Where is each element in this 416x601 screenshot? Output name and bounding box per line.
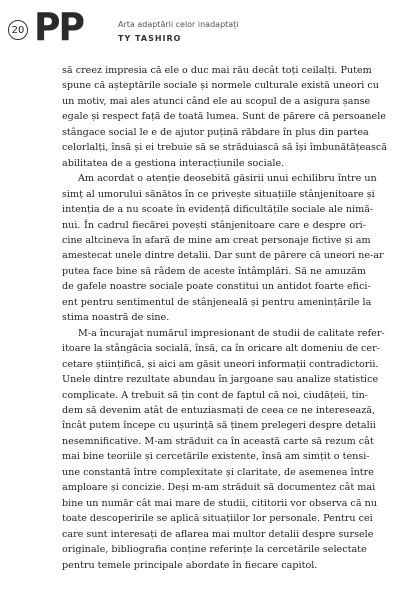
- text-line: intenția de a nu scoate în evidență dificultățile sociale ale nimă-: [62, 204, 374, 216]
- text-line: încât putem începe cu ușurință să ținem prelegeri despre detalii: [62, 420, 376, 432]
- text-line: celorlalți, însă și ei trebuie să se străduiască să își îmbunătățească: [62, 142, 388, 154]
- text-line: cetare științifică, și aici am găsit uneori informații contradictorii.: [62, 358, 379, 370]
- text-line: spune că așteptările sociale și normele culturale există uneori cu: [62, 80, 379, 92]
- text-line: amestecat unele dintre detalii. Dar sunt de părere că uneori ne-ar: [62, 250, 384, 262]
- running-header: [118, 19, 239, 44]
- page-header: [8, 5, 408, 49]
- text-line: un motiv, mai ales atunci când ele au scopul de a asigura șanse: [62, 95, 371, 107]
- text-line: simț al umorului sănătos în ce privește situațiile stânjenitoare și: [62, 188, 375, 200]
- book-title: Arta adaptării celor inadaptați: [118, 20, 239, 29]
- text-line: originale, bibliografia conține referințe la cercetările selectate: [62, 544, 367, 556]
- text-line: stima noastră de sine.: [62, 312, 170, 324]
- text-line: pentru temele principale abordate în fiecare capitol.: [62, 559, 318, 571]
- text-line: M-a încurajat numărul impresionant de studii de calitate refer-: [78, 327, 385, 339]
- text-line: dem să devenim atât de entuziasmați de ceea ce ne interesează,: [62, 404, 376, 416]
- publisher-logo: PP: [34, 5, 84, 49]
- text-line: nesemnificative. M-am străduit ca în această carte să rezum cât: [62, 435, 374, 447]
- page-body: [62, 63, 388, 573]
- text-line: ent pentru sentimentul de stânjeneală și pentru amenințările la: [62, 296, 372, 308]
- text-line: de gafele noastre sociale poate constitui un antidot foarte efici-: [62, 281, 371, 293]
- text-line: mai bine teoriile și cercetările existente, însă am simțit o tensi-: [62, 451, 370, 463]
- text-line: să creez impresia că ele o duc mai rău decât toți ceilalți. Putem: [62, 65, 372, 76]
- text-line: cine altcineva în afară de mine am creat personaje fictive și am: [62, 234, 371, 246]
- text-line: toate descoperirile se aplică situațiilor lor personale. Pentru cei: [62, 513, 373, 525]
- text-line: Unele dintre rezultate abundau în jargoane sau analize statistice: [62, 374, 379, 386]
- text-line: complicate. A trebuit să țin cont de faptul că noi, ciudățeii, tin-: [62, 389, 369, 401]
- text-line: care sunt interesați de aflarea mai multor detalii despre sursele: [62, 528, 374, 540]
- text-line: egale și respect față de toată lumea. Sunt de părere că persoanele: [62, 111, 386, 123]
- text-line: nui. În cadrul fiecărei povești stânjenitoare care e despre ori-: [62, 219, 366, 231]
- text-line: bine un număr cât mai mare de studii, cititorii vor observa că nu: [62, 497, 377, 509]
- page-number: 20: [8, 20, 28, 40]
- text-line: abilitatea de a gestiona interacțiunile sociale.: [62, 157, 285, 169]
- text-line: une constantă între complexitate și claritate, de asemenea între: [62, 466, 374, 478]
- author-name: TY TASHIRO: [118, 34, 182, 43]
- paragraph: [62, 171, 384, 326]
- paragraph: [62, 326, 385, 573]
- text-line: Am acordat o atenție deosebită găsirii unui echilibru între un: [78, 173, 377, 185]
- text-line: amploare și concizie. Deși m-am străduit să documentez cât mai: [62, 482, 376, 494]
- text-line: putea face bine să râdem de aceste întâmplări. Să ne amuzăm: [62, 265, 366, 277]
- text-line: stângace social le e de ajutor puțină răbdare în plus din partea: [62, 126, 369, 138]
- text-line: itoare la stângăcia socială, însă, ca în oricare alt domeniu de cer-: [62, 343, 380, 355]
- paragraph: [62, 63, 388, 171]
